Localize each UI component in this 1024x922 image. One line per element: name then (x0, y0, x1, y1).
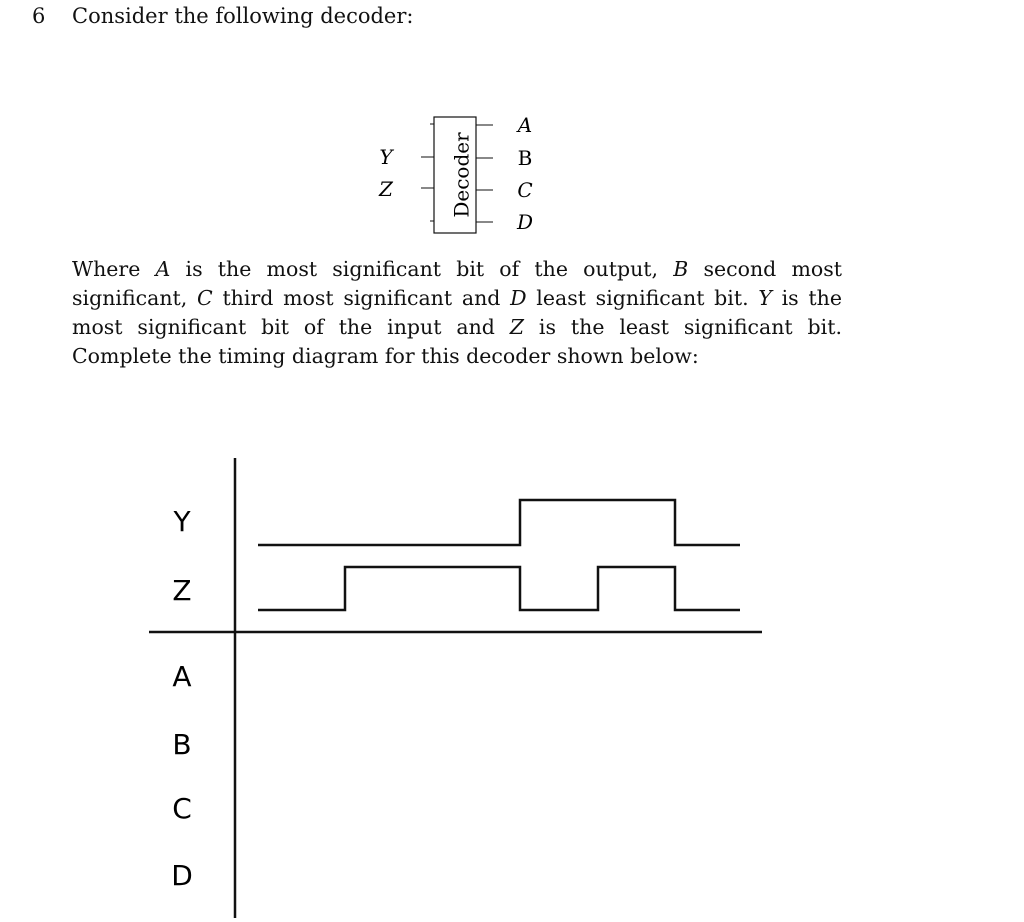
decoder-output-b: B (517, 146, 533, 170)
decoder-output-d: D (516, 210, 534, 234)
desc-var-y: Y (758, 286, 772, 310)
decoder-block (378, 113, 533, 234)
timing-label-y: Y (173, 505, 191, 538)
timing-label-b: B (172, 728, 192, 761)
desc-text-3: second most significant, (72, 257, 842, 310)
decoder-label: Decoder (449, 132, 474, 218)
desc-text-2: is the most significant bit of the output, (170, 257, 674, 281)
decoder-output-a: A (517, 113, 533, 137)
desc-text-5: least significant bit. (526, 286, 759, 310)
desc-var-b: B (673, 257, 689, 281)
timing-diagram (149, 458, 762, 918)
desc-var-z: Z (509, 315, 525, 339)
desc-var-c: C (197, 286, 213, 310)
timing-label-z: Z (172, 574, 192, 607)
desc-text-6: is the most significant bit of the input and (72, 286, 842, 339)
decoder-input-z: Z (379, 177, 393, 201)
decoder-input-y: Y (379, 145, 393, 169)
timing-label-d: D (171, 859, 193, 892)
desc-var-d: D (510, 286, 527, 310)
desc-var-a: A (155, 257, 171, 281)
decoder-output-c: C (517, 178, 533, 202)
desc-text-7: is the least significant bit. Complete the timing diagram for this decoder shown below: (72, 315, 842, 368)
question-prompt: Consider the following decoder: (72, 4, 414, 28)
timing-label-a: A (172, 660, 192, 693)
timing-label-c: C (172, 792, 192, 825)
desc-text-4: third most significant and (212, 286, 511, 310)
waveform-z (258, 567, 740, 610)
waveform-y (258, 500, 740, 545)
desc-text-1: Where (72, 257, 156, 281)
description-paragraph (72, 255, 842, 371)
question-number: 6 (32, 4, 46, 28)
